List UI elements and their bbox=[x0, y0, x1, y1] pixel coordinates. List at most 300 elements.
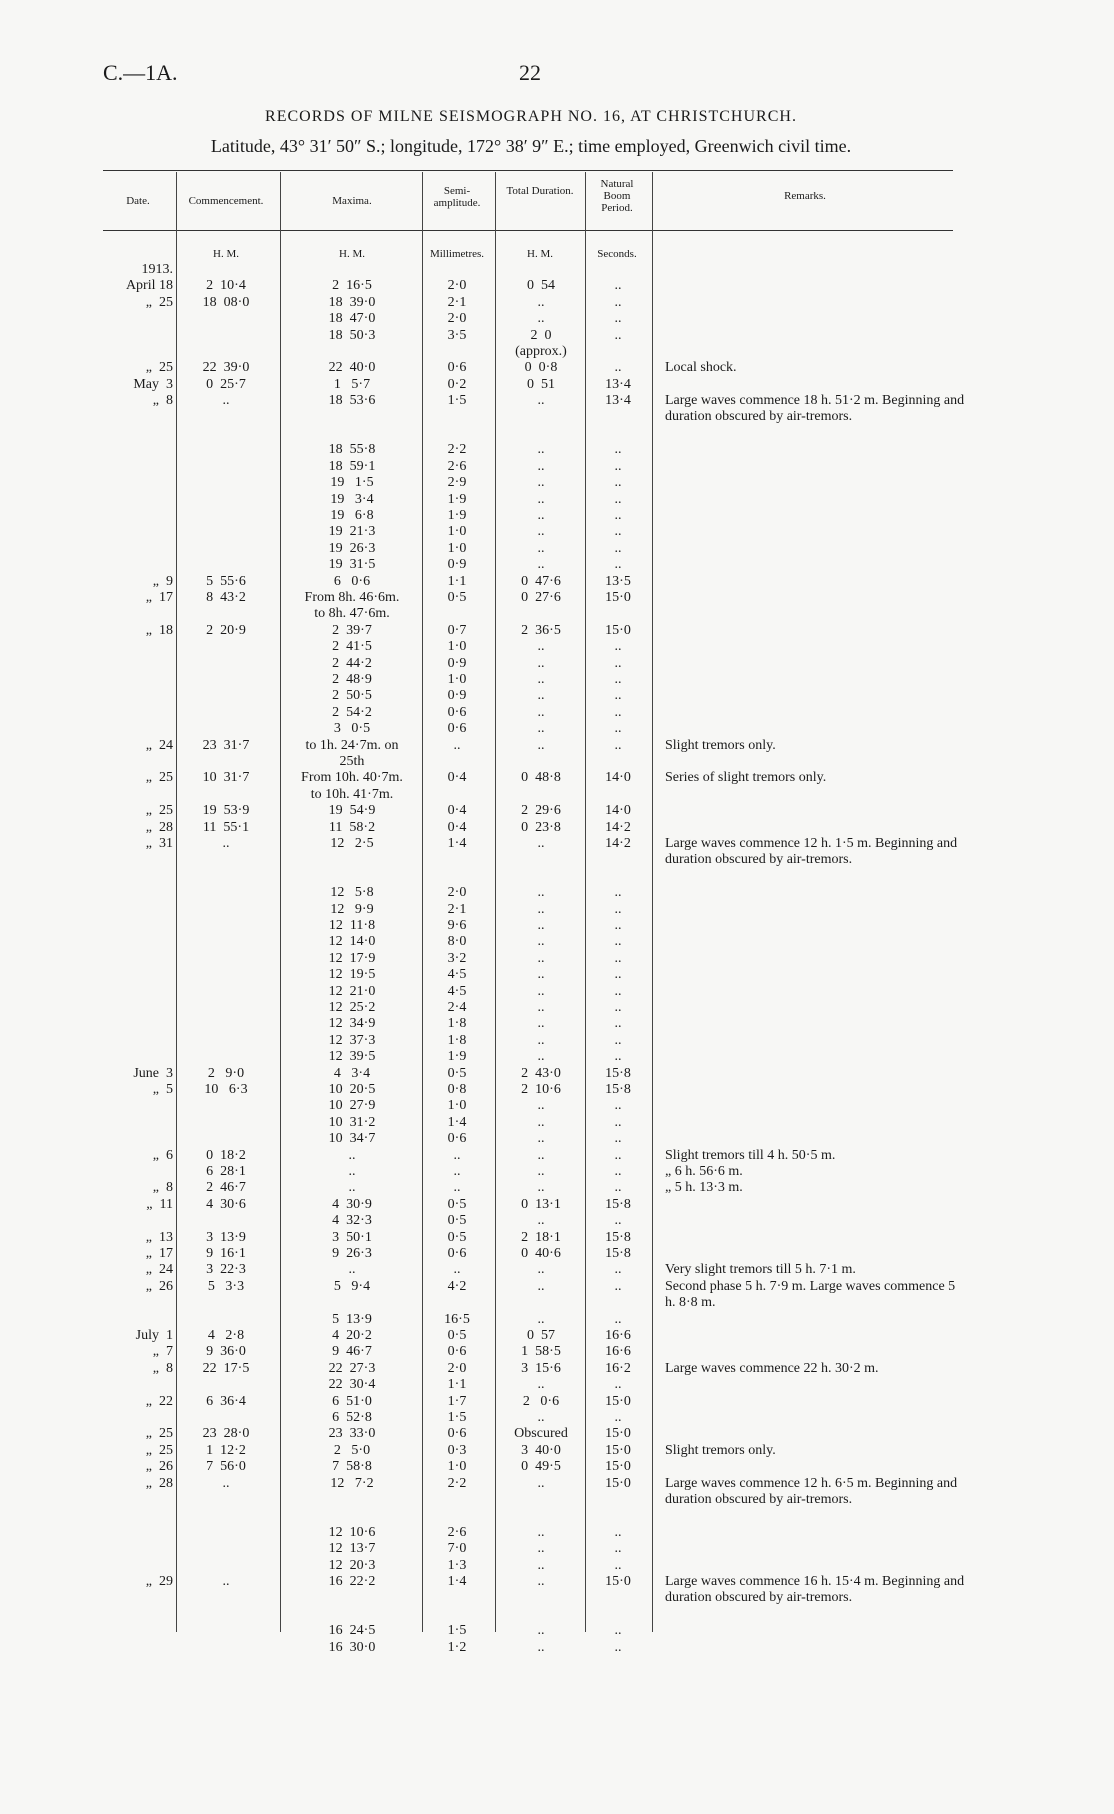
natural-period-cell: .. bbox=[614, 360, 622, 376]
maxima-cell: 2 44·2 bbox=[332, 655, 372, 671]
natural-period-cell: .. bbox=[614, 688, 622, 704]
natural-period-cell: .. bbox=[614, 1131, 622, 1147]
semi-amplitude-cell: 0·5 bbox=[447, 590, 467, 605]
natural-period-cell: .. bbox=[614, 1032, 622, 1048]
maxima-cell: 22 40·0 bbox=[328, 360, 376, 376]
total-duration-cell: .. bbox=[537, 1524, 545, 1540]
maxima-cell: 10 20·5 bbox=[328, 1082, 376, 1097]
natural-period-cell: .. bbox=[614, 1524, 622, 1540]
natural-period-cell: 14·2 bbox=[605, 836, 631, 851]
maxima-cell: 3 50·1 bbox=[332, 1229, 372, 1245]
natural-period-cell: 15·0 bbox=[605, 622, 631, 638]
natural-period-cell: .. bbox=[614, 918, 622, 933]
date-cell: April 18 bbox=[125, 278, 173, 294]
natural-period-cell: .. bbox=[614, 540, 622, 556]
column-header-remarks: Remarks. bbox=[784, 190, 826, 202]
semi-amplitude-cell: 1·5 bbox=[447, 1410, 467, 1425]
natural-period-cell: 14·0 bbox=[605, 803, 631, 819]
total-duration-cell: .. bbox=[537, 1180, 545, 1196]
maxima-cell: 12 37·3 bbox=[328, 1032, 376, 1048]
semi-amplitude-cell: 0·9 bbox=[447, 688, 467, 704]
total-duration-cell: 0 40·6 bbox=[521, 1246, 561, 1261]
natural-period-cell: .. bbox=[614, 491, 622, 507]
maxima-cell: 12 39·5 bbox=[328, 1049, 376, 1065]
maxima-cell: 10 31·2 bbox=[328, 1114, 376, 1130]
natural-period-cell: 15·0 bbox=[605, 1393, 631, 1409]
semi-amplitude-cell: 2·1 bbox=[447, 901, 467, 917]
natural-period-cell: .. bbox=[614, 278, 622, 294]
table-top-rule bbox=[103, 170, 953, 171]
natural-period-cell: .. bbox=[614, 1000, 622, 1015]
semi-amplitude-cell: 2·0 bbox=[447, 311, 467, 327]
unit-semi-amplitude: Millimetres. bbox=[429, 248, 485, 260]
semi-amplitude-cell: .. bbox=[453, 1180, 461, 1196]
natural-period-cell: .. bbox=[614, 934, 622, 950]
maxima-cell: 12 10·6 bbox=[328, 1524, 376, 1540]
maxima-cell: 23 33·0 bbox=[328, 1426, 376, 1442]
commencement-cell: 2 20·9 bbox=[206, 622, 246, 638]
semi-amplitude-cell: 0·7 bbox=[447, 622, 467, 638]
semi-amplitude-cell: .. bbox=[453, 1147, 461, 1163]
remarks-cell: „ 5 h. 13·3 m. bbox=[665, 1180, 743, 1196]
maxima-cell: 7 58·8 bbox=[332, 1459, 372, 1475]
natural-period-cell: 15·0 bbox=[605, 1475, 631, 1491]
semi-amplitude-cell: 4·5 bbox=[447, 983, 467, 999]
total-duration-cell: Obscured bbox=[514, 1426, 568, 1442]
semi-amplitude-cell: 0·5 bbox=[447, 1328, 467, 1343]
natural-period-cell: .. bbox=[614, 1049, 622, 1065]
total-duration-cell: 2 36·5 bbox=[521, 622, 561, 638]
remarks-cell: Large waves commence 12 h. 1·5 m. Beginning and duration obscured by air-tremors. bbox=[665, 836, 958, 867]
natural-period-cell: .. bbox=[614, 721, 622, 737]
maxima-cell: 2 41·5 bbox=[332, 639, 372, 655]
natural-period-cell: .. bbox=[614, 655, 622, 671]
semi-amplitude-cell: 1·4 bbox=[447, 1574, 467, 1589]
total-duration-cell: 2 0 bbox=[530, 327, 552, 343]
semi-amplitude-cell: 0·4 bbox=[447, 770, 467, 786]
semi-amplitude-cell: .. bbox=[453, 737, 461, 753]
maxima-cell: 3 0·5 bbox=[333, 721, 371, 737]
natural-period-cell: .. bbox=[614, 672, 622, 687]
natural-period-cell: .. bbox=[614, 1213, 622, 1229]
natural-period-cell: .. bbox=[614, 1278, 622, 1294]
date-cell: „ 18 bbox=[145, 622, 173, 638]
unit-maxima: H. M. bbox=[339, 248, 365, 260]
maxima-cell: From 10h. 40·7m. bbox=[301, 770, 403, 786]
total-duration-cell: 3 40·0 bbox=[521, 1442, 561, 1458]
maxima-cell: 18 55·8 bbox=[328, 442, 376, 458]
total-duration-cell: .. bbox=[537, 983, 545, 999]
date-cell: „ 17 bbox=[145, 1246, 173, 1261]
commencement-cell: 0 18·2 bbox=[206, 1147, 246, 1163]
date-cell: „ 5 bbox=[152, 1082, 173, 1097]
column-divider bbox=[652, 172, 653, 1632]
semi-amplitude-cell: 1·0 bbox=[447, 672, 467, 687]
maxima-cell: 2 16·5 bbox=[332, 278, 372, 294]
date-cell: June 3 bbox=[133, 1065, 173, 1081]
natural-period-cell: 15·8 bbox=[605, 1229, 631, 1245]
total-duration-cell: .. bbox=[537, 442, 545, 458]
date-cell: „ 13 bbox=[145, 1229, 173, 1245]
semi-amplitude-cell: 1·0 bbox=[447, 1098, 467, 1114]
natural-period-cell: .. bbox=[614, 1639, 622, 1655]
semi-amplitude-cell: 0·8 bbox=[447, 1082, 467, 1097]
semi-amplitude-cell: 9·6 bbox=[447, 918, 467, 933]
total-duration-cell: 0 0·8 bbox=[524, 360, 558, 376]
natural-period-cell: .. bbox=[614, 983, 622, 999]
total-duration-cell: .. bbox=[537, 1147, 545, 1163]
commencement-cell: 11 55·1 bbox=[202, 819, 250, 835]
date-cell: „ 8 bbox=[152, 393, 173, 409]
maxima-cell: .. bbox=[348, 1164, 356, 1179]
natural-period-cell: .. bbox=[614, 442, 622, 458]
maxima-cell: 2 48·9 bbox=[332, 672, 372, 687]
total-duration-cell: .. bbox=[537, 557, 545, 573]
total-duration-cell: .. bbox=[537, 393, 545, 409]
natural-period-cell: 15·8 bbox=[605, 1065, 631, 1081]
maxima-cell: 9 46·7 bbox=[332, 1344, 372, 1360]
commencement-cell: 6 28·1 bbox=[206, 1164, 246, 1179]
maxima-cell: 9 26·3 bbox=[332, 1246, 372, 1261]
column-divider bbox=[495, 172, 496, 1632]
semi-amplitude-cell: 1·9 bbox=[447, 508, 467, 523]
semi-amplitude-cell: 7·0 bbox=[447, 1541, 467, 1557]
document-code: C.—1A. bbox=[103, 60, 178, 85]
total-duration-cell: 0 47·6 bbox=[521, 573, 561, 589]
date-cell: „ 25 bbox=[145, 803, 173, 819]
natural-period-cell: .. bbox=[614, 475, 622, 491]
semi-amplitude-cell: 1·0 bbox=[447, 1459, 467, 1475]
commencement-cell: 10 31·7 bbox=[202, 770, 250, 786]
semi-amplitude-cell: 0·4 bbox=[447, 803, 467, 819]
natural-period-cell: .. bbox=[614, 901, 622, 917]
semi-amplitude-cell: 1·5 bbox=[447, 1623, 467, 1639]
maxima-cell: 12 19·5 bbox=[328, 967, 376, 983]
natural-period-cell: 15·0 bbox=[605, 590, 631, 605]
date-cell: July 1 bbox=[135, 1328, 173, 1343]
natural-period-cell: .. bbox=[614, 508, 622, 523]
natural-period-cell: .. bbox=[614, 524, 622, 540]
natural-period-cell: 13·4 bbox=[605, 376, 631, 392]
remarks-cell: Large waves commence 22 h. 30·2 m. bbox=[665, 1360, 879, 1376]
natural-period-cell: 15·8 bbox=[605, 1246, 631, 1261]
date-cell: „ 26 bbox=[145, 1459, 173, 1475]
total-duration-cell: 3 15·6 bbox=[521, 1360, 561, 1376]
maxima-cell: From 8h. 46·6m. bbox=[304, 590, 400, 605]
semi-amplitude-cell: 0·6 bbox=[447, 721, 467, 737]
semi-amplitude-cell: 1·5 bbox=[447, 393, 467, 409]
maxima-cell: 19 26·3 bbox=[328, 540, 376, 556]
total-duration-cell: .. bbox=[537, 508, 545, 523]
commencement-cell: .. bbox=[222, 393, 230, 409]
commencement-cell: .. bbox=[222, 1475, 230, 1491]
semi-amplitude-cell: 1·2 bbox=[447, 1639, 467, 1655]
maxima-cell: 16 30·0 bbox=[328, 1639, 376, 1655]
natural-period-cell: 15·0 bbox=[605, 1574, 631, 1589]
natural-period-cell: 16·6 bbox=[605, 1328, 631, 1343]
column-header-maxima: Maxima. bbox=[332, 195, 372, 207]
commencement-cell: 7 56·0 bbox=[206, 1459, 246, 1475]
total-duration-cell: .. bbox=[537, 1000, 545, 1015]
commencement-cell: 19 53·9 bbox=[202, 803, 250, 819]
maxima-cell: 4 30·9 bbox=[332, 1196, 372, 1212]
maxima-cell: 2 5·0 bbox=[333, 1442, 371, 1458]
semi-amplitude-cell: 2·6 bbox=[447, 458, 467, 474]
commencement-cell: 9 16·1 bbox=[206, 1246, 246, 1261]
natural-period-cell: .. bbox=[614, 294, 622, 310]
date-cell: „ 8 bbox=[152, 1360, 173, 1376]
maxima-cell: 5 13·9 bbox=[332, 1311, 372, 1327]
total-duration-cell: .. bbox=[537, 1410, 545, 1425]
date-cell: „ 11 bbox=[146, 1196, 173, 1212]
natural-period-cell: .. bbox=[614, 1377, 622, 1393]
total-duration-cell: .. bbox=[537, 688, 545, 704]
maxima-cell: 12 7·2 bbox=[330, 1475, 374, 1491]
semi-amplitude-cell: 0·2 bbox=[447, 376, 467, 392]
column-divider bbox=[280, 172, 281, 1632]
remarks-cell: Large waves commence 18 h. 51·2 m. Beginning and duration obscured by air-tremors. bbox=[665, 393, 965, 425]
natural-period-cell: 13·5 bbox=[605, 573, 631, 589]
total-duration-cell: .. bbox=[537, 311, 545, 327]
maxima-cell: 4 32·3 bbox=[332, 1213, 372, 1229]
total-duration-cell: .. bbox=[537, 540, 545, 556]
natural-period-cell: .. bbox=[614, 737, 622, 753]
date-cell: „ 22 bbox=[145, 1393, 173, 1409]
natural-period-cell: 13·4 bbox=[605, 393, 631, 409]
total-duration-cell: .. bbox=[537, 1032, 545, 1048]
commencement-cell: .. bbox=[222, 836, 230, 851]
semi-amplitude-cell: 2·0 bbox=[447, 278, 467, 294]
total-duration-cell: 2 10·6 bbox=[521, 1082, 561, 1097]
semi-amplitude-cell: 0·3 bbox=[447, 1442, 467, 1458]
semi-amplitude-cell: 4·5 bbox=[447, 967, 467, 983]
date-cell: „ 24 bbox=[145, 737, 173, 753]
semi-amplitude-cell: 0·6 bbox=[447, 1131, 467, 1147]
total-duration-cell: 2 18·1 bbox=[521, 1229, 561, 1245]
commencement-cell: 6 36·4 bbox=[206, 1393, 246, 1409]
date-cell: „ 25 bbox=[145, 1442, 173, 1458]
date-cell: „ 7 bbox=[152, 1344, 173, 1360]
natural-period-cell: .. bbox=[614, 1410, 622, 1425]
page-number: 22 bbox=[519, 60, 541, 85]
maxima-cell: 12 14·0 bbox=[328, 934, 376, 950]
natural-period-cell: .. bbox=[614, 639, 622, 655]
natural-period-cell: 15·0 bbox=[605, 1442, 631, 1458]
semi-amplitude-cell: 1·9 bbox=[447, 1049, 467, 1065]
remarks-cell: Second phase 5 h. 7·9 m. Large waves commence 5 h. 8·8 m. bbox=[665, 1278, 956, 1310]
natural-period-cell: .. bbox=[614, 885, 622, 901]
semi-amplitude-cell: 1·7 bbox=[447, 1393, 467, 1409]
maxima-cell: 18 59·1 bbox=[328, 458, 376, 474]
commencement-cell: 0 25·7 bbox=[206, 376, 246, 392]
maxima-cell: 6 52·8 bbox=[332, 1410, 372, 1425]
maxima-cell: to 10h. 41·7m. bbox=[310, 786, 394, 802]
total-duration-cell: 2 29·6 bbox=[521, 803, 561, 819]
page-subtitle: Latitude, 43° 31′ 50″ S.; longitude, 172° 38′ 9″ E.; time employed, Greenwich civil time. bbox=[210, 136, 852, 156]
maxima-cell: 12 13·7 bbox=[328, 1541, 376, 1557]
semi-amplitude-cell: 0·5 bbox=[447, 1213, 467, 1229]
maxima-cell: 2 54·2 bbox=[332, 704, 372, 720]
total-duration-cell: .. bbox=[537, 1164, 545, 1179]
semi-amplitude-cell: 16·5 bbox=[444, 1311, 470, 1327]
page-title: RECORDS OF MILNE SEISMOGRAPH NO. 16, AT CHRISTCHURCH. bbox=[265, 108, 797, 125]
semi-amplitude-cell: 0·5 bbox=[447, 1196, 467, 1212]
semi-amplitude-cell: 0·6 bbox=[447, 1426, 467, 1442]
total-duration-cell: 0 13·1 bbox=[521, 1196, 561, 1212]
table-header-rule bbox=[103, 230, 953, 231]
natural-period-cell: 15·8 bbox=[605, 1082, 631, 1097]
remarks-cell: „ 6 h. 56·6 m. bbox=[665, 1164, 743, 1179]
total-duration-cell: .. bbox=[537, 524, 545, 540]
date-cell: 1913. bbox=[141, 262, 173, 277]
unit-commencement: H. M. bbox=[213, 248, 239, 260]
semi-amplitude-cell: 2·6 bbox=[447, 1524, 467, 1540]
total-duration-cell: 2 43·0 bbox=[521, 1065, 561, 1081]
maxima-cell: 2 39·7 bbox=[332, 622, 372, 638]
semi-amplitude-cell: 2·1 bbox=[447, 294, 467, 310]
total-duration-cell: .. bbox=[537, 737, 545, 753]
total-duration-cell: .. bbox=[537, 1475, 545, 1491]
total-duration-cell: .. bbox=[537, 1574, 545, 1589]
natural-period-cell: .. bbox=[614, 557, 622, 573]
commencement-cell: 2 10·4 bbox=[206, 278, 246, 294]
column-header-natural-period: Natural Boom Period. bbox=[600, 178, 634, 214]
maxima-cell: 25th bbox=[339, 754, 365, 769]
column-header-date: Date. bbox=[126, 195, 150, 207]
total-duration-cell: .. bbox=[537, 1278, 545, 1294]
total-duration-cell: .. bbox=[537, 1131, 545, 1147]
commencement-cell: 5 3·3 bbox=[207, 1278, 245, 1294]
commencement-cell: 3 13·9 bbox=[206, 1229, 246, 1245]
maxima-cell: 12 20·3 bbox=[328, 1557, 376, 1573]
natural-period-cell: 14·2 bbox=[605, 819, 631, 835]
total-duration-cell: .. bbox=[537, 1049, 545, 1065]
commencement-cell: 4 2·8 bbox=[207, 1328, 245, 1343]
maxima-cell: 19 1·5 bbox=[330, 475, 374, 491]
maxima-cell: 12 2·5 bbox=[330, 836, 374, 851]
natural-period-cell: .. bbox=[614, 1541, 622, 1557]
commencement-cell: 9 36·0 bbox=[206, 1344, 246, 1360]
total-duration-cell: .. bbox=[537, 655, 545, 671]
date-cell: May 3 bbox=[133, 376, 173, 392]
unit-total-duration: H. M. bbox=[527, 248, 553, 260]
date-cell: „ 29 bbox=[145, 1574, 173, 1589]
total-duration-cell: 0 54 bbox=[527, 278, 555, 294]
total-duration-cell: .. bbox=[537, 1639, 545, 1655]
maxima-cell: 22 27·3 bbox=[328, 1360, 376, 1376]
semi-amplitude-cell: 1·4 bbox=[447, 1114, 467, 1130]
natural-period-cell: .. bbox=[614, 1262, 622, 1278]
semi-amplitude-cell: 0·9 bbox=[447, 655, 467, 671]
natural-period-cell: .. bbox=[614, 1016, 622, 1032]
semi-amplitude-cell: 2·9 bbox=[447, 475, 467, 491]
total-duration-cell: .. bbox=[537, 1377, 545, 1393]
natural-period-cell: .. bbox=[614, 327, 622, 343]
maxima-cell: 12 21·0 bbox=[328, 983, 376, 999]
total-duration-cell: .. bbox=[537, 950, 545, 966]
semi-amplitude-cell: 2·0 bbox=[447, 1360, 467, 1376]
natural-period-cell: .. bbox=[614, 458, 622, 474]
maxima-cell: 18 50·3 bbox=[328, 327, 376, 343]
total-duration-cell: 1 58·5 bbox=[521, 1344, 561, 1360]
semi-amplitude-cell: 0·5 bbox=[447, 1229, 467, 1245]
semi-amplitude-cell: 0·4 bbox=[447, 819, 467, 835]
maxima-cell: 19 3·4 bbox=[330, 491, 374, 507]
column-header-commencement: Commencement. bbox=[188, 195, 264, 207]
semi-amplitude-cell: 1·4 bbox=[447, 836, 467, 851]
total-duration-cell: .. bbox=[537, 294, 545, 310]
maxima-cell: 12 34·9 bbox=[328, 1016, 376, 1032]
semi-amplitude-cell: 0·6 bbox=[447, 1344, 467, 1360]
total-duration-cell: .. bbox=[537, 918, 545, 933]
semi-amplitude-cell: 2·2 bbox=[447, 1475, 467, 1491]
commencement-cell: 5 55·6 bbox=[206, 573, 246, 589]
column-header-total-duration: Total Duration. bbox=[506, 185, 574, 197]
maxima-cell: 18 39·0 bbox=[328, 294, 376, 310]
maxima-cell: 10 34·7 bbox=[328, 1131, 376, 1147]
maxima-cell: 18 53·6 bbox=[328, 393, 376, 409]
total-duration-cell: 0 49·5 bbox=[521, 1459, 561, 1475]
maxima-cell: 12 17·9 bbox=[328, 950, 376, 966]
maxima-cell: 1 5·7 bbox=[333, 376, 371, 392]
maxima-cell: 2 50·5 bbox=[332, 688, 372, 704]
total-duration-cell: .. bbox=[537, 1213, 545, 1229]
maxima-cell: 19 31·5 bbox=[328, 557, 376, 573]
remarks-cell: Series of slight tremors only. bbox=[665, 770, 827, 786]
total-duration-cell: .. bbox=[537, 639, 545, 655]
natural-period-cell: .. bbox=[614, 1311, 622, 1327]
commencement-cell: 23 31·7 bbox=[202, 737, 250, 753]
semi-amplitude-cell: 0·9 bbox=[447, 557, 467, 573]
remarks-cell: Slight tremors only. bbox=[665, 1442, 776, 1458]
total-duration-cell: .. bbox=[537, 721, 545, 737]
total-duration-cell: .. bbox=[537, 1557, 545, 1573]
maxima-cell: 6 51·0 bbox=[332, 1393, 372, 1409]
unit-natural-period: Seconds. bbox=[597, 248, 637, 260]
total-duration-cell: 0 48·8 bbox=[521, 770, 561, 786]
date-cell: „ 31 bbox=[145, 836, 173, 851]
commencement-cell: 10 6·3 bbox=[204, 1082, 248, 1097]
total-duration-cell: 0 51 bbox=[527, 376, 555, 392]
date-cell: „ 26 bbox=[145, 1278, 173, 1294]
semi-amplitude-cell: 1·3 bbox=[447, 1557, 467, 1573]
total-duration-cell: .. bbox=[537, 458, 545, 474]
semi-amplitude-cell: 1·1 bbox=[447, 1377, 467, 1393]
total-duration-cell: .. bbox=[537, 1098, 545, 1114]
semi-amplitude-cell: .. bbox=[453, 1262, 461, 1278]
semi-amplitude-cell: 1·9 bbox=[447, 491, 467, 507]
commencement-cell: 22 39·0 bbox=[202, 360, 250, 376]
natural-period-cell: .. bbox=[614, 1180, 622, 1196]
total-duration-cell: .. bbox=[537, 1114, 545, 1130]
maxima-cell: to 1h. 24·7m. on bbox=[305, 737, 399, 753]
maxima-cell: 12 11·8 bbox=[328, 918, 376, 933]
total-duration-cell: .. bbox=[537, 885, 545, 901]
total-duration-cell: (approx.) bbox=[515, 344, 567, 359]
total-duration-cell: .. bbox=[537, 704, 545, 720]
semi-amplitude-cell: 1·8 bbox=[447, 1032, 467, 1048]
remarks-cell: Large waves commence 16 h. 15·4 m. Beginning and duration obscured by air-tremors. bbox=[665, 1574, 965, 1605]
date-cell: „ 17 bbox=[145, 590, 173, 605]
column-divider bbox=[585, 172, 586, 1632]
total-duration-cell: 0 57 bbox=[527, 1328, 555, 1343]
natural-period-cell: .. bbox=[614, 1557, 622, 1573]
semi-amplitude-cell: 1·0 bbox=[447, 639, 467, 655]
commencement-cell: 18 08·0 bbox=[202, 294, 250, 310]
semi-amplitude-cell: 0·6 bbox=[447, 1246, 467, 1261]
maxima-cell: 22 30·4 bbox=[328, 1377, 376, 1393]
natural-period-cell: .. bbox=[614, 967, 622, 983]
